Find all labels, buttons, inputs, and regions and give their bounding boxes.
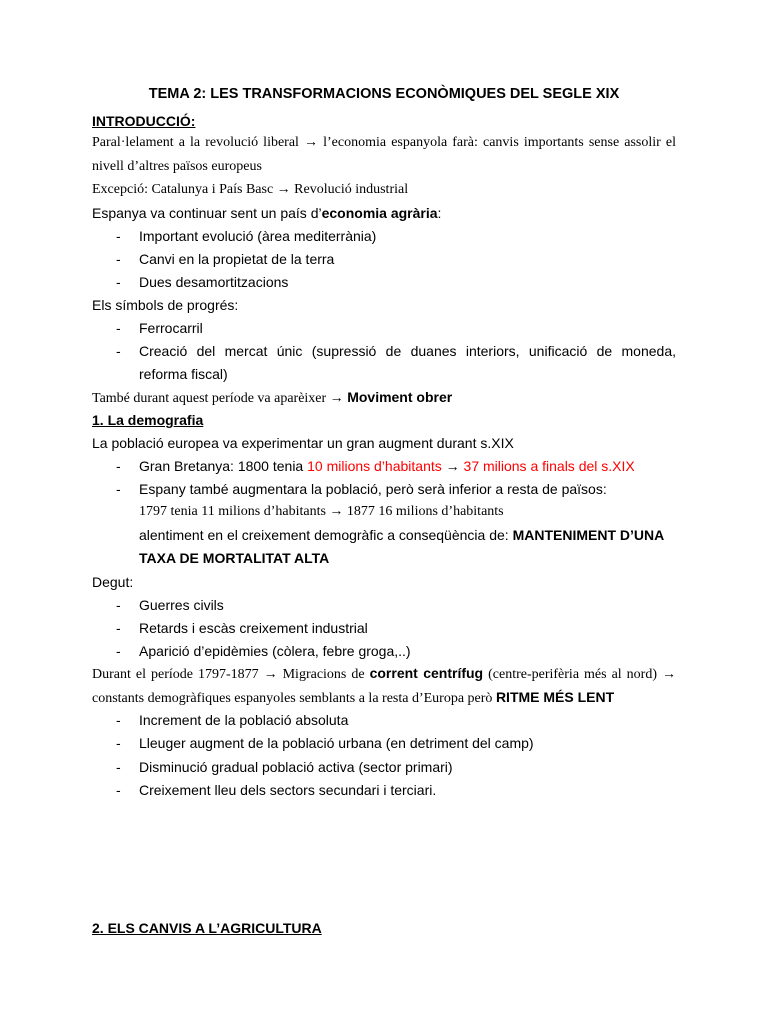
constants-text-bold: RITME MÉS LENT [495,689,615,705]
bullet-dash: - [116,759,121,775]
workers-text-pre: També durant aquest període va aparèixer → [92,391,348,406]
intro-paragraph-line-1: Paral·lelament a la revolució liberal → l’economia espanyola farà: canvis importants sense assolir el [92,135,676,150]
migration-text-bold: corrent centrífug [369,665,484,681]
intro-heading: INTRODUCCIÓ: [92,113,196,129]
slowdown-text-pre: alentiment en el creixement demogràfic a conseqüència de: [139,527,513,543]
bullet-dash: - [116,712,121,728]
list-item-text: Dues desamortitzacions [139,274,289,290]
gb-arrow: → [441,458,464,474]
spain-slowdown-line [139,526,664,544]
document-title: TEMA 2: LES TRANSFORMACIONS ECONÒMIQUES DEL SEGLE XIX [148,86,620,102]
progress-symbols-heading: Els símbols de progrés: [92,297,239,313]
intro-paragraph-line-2: nivell d’altres països europeus [92,159,262,174]
list-item-text: Creació del mercat únic (supressió de duanes interiors, unificació de moneda, [139,343,676,359]
list-item-text: Creixement lleu dels sectors secundari i terciari. [139,782,437,798]
agrarian-text-bold: economia agrària [321,205,438,221]
bullet-dash: - [116,274,121,290]
gb-text-pre: Gran Bretanya: 1800 tenia [139,458,308,474]
bullet-dash: - [116,620,121,636]
migration-line-2 [92,688,614,708]
mortality-line: TAXA DE MORTALITAT ALTA [139,550,330,566]
list-item-text: Lleuger augment de la població urbana (en detriment del camp) [139,735,534,751]
bullet-dash: - [116,735,121,751]
list-item-text: Aparició d’epidèmies (còlera, febre groga,..) [139,643,411,659]
list-item-text: Espany també augmentara la població, però serà inferior a resta de països: [139,481,607,497]
bullet-dash: - [116,320,121,336]
list-item-text: Canvi en la propietat de la terra [139,251,335,267]
list-item-text: Important evolució (àrea mediterrània) [139,228,377,244]
demography-intro: La població europea va experimentar un gran augment durant s.XIX [92,435,514,451]
bullet-dash: - [116,481,121,497]
spain-population-line: 1797 tenia 11 milions d’habitants → 1877 16 milions d’habitants [139,504,504,519]
list-item-text: Retards i escàs creixement industrial [139,620,368,636]
bullet-dash: - [116,228,121,244]
gb-red-end-century: 37 milions a finals del s.XIX [463,458,635,474]
constants-text-pre: constants demogràfiques espanyoles semblants a la resta d’Europa però [92,691,496,706]
migration-text-post: (centre-perifèria més al nord) → [483,667,677,682]
bullet-dash: - [116,343,121,359]
slowdown-text-bold: MANTENIMENT D’UNA [512,527,665,543]
exception-paragraph: Excepció: Catalunya i País Basc → Revolució industrial [92,182,409,197]
list-item-continuation: reforma fiscal) [139,366,228,382]
agrarian-economy-paragraph [92,204,441,222]
migration-line-1 [92,665,676,683]
bullet-dash: - [116,597,121,613]
workers-text-bold: Moviment obrer [347,389,453,405]
list-item-text: Increment de la població absoluta [139,712,349,728]
agrarian-text-post: : [437,205,442,221]
agriculture-heading: 2. ELS CANVIS A L’AGRICULTURA [92,920,322,936]
bullet-dash: - [116,458,121,474]
list-item-text: Ferrocarril [139,320,203,336]
list-item-text: Disminució gradual població activa (sector primari) [139,759,453,775]
migration-text-pre: Durant el període 1797-1877 → Migracions de [92,667,370,682]
bullet-dash: - [116,251,121,267]
workers-movement-paragraph [92,388,452,408]
bullet-dash: - [116,643,121,659]
list-item-text: Guerres civils [139,597,224,613]
demography-heading: 1. La demografia [92,412,204,428]
great-britain-item [139,457,635,475]
degut-heading: Degut: [92,574,134,590]
agrarian-text-pre: Espanya va continuar sent un país d’ [92,205,322,221]
bullet-dash: - [116,782,121,798]
gb-red-1800: 10 milions d’habitants [307,458,442,474]
